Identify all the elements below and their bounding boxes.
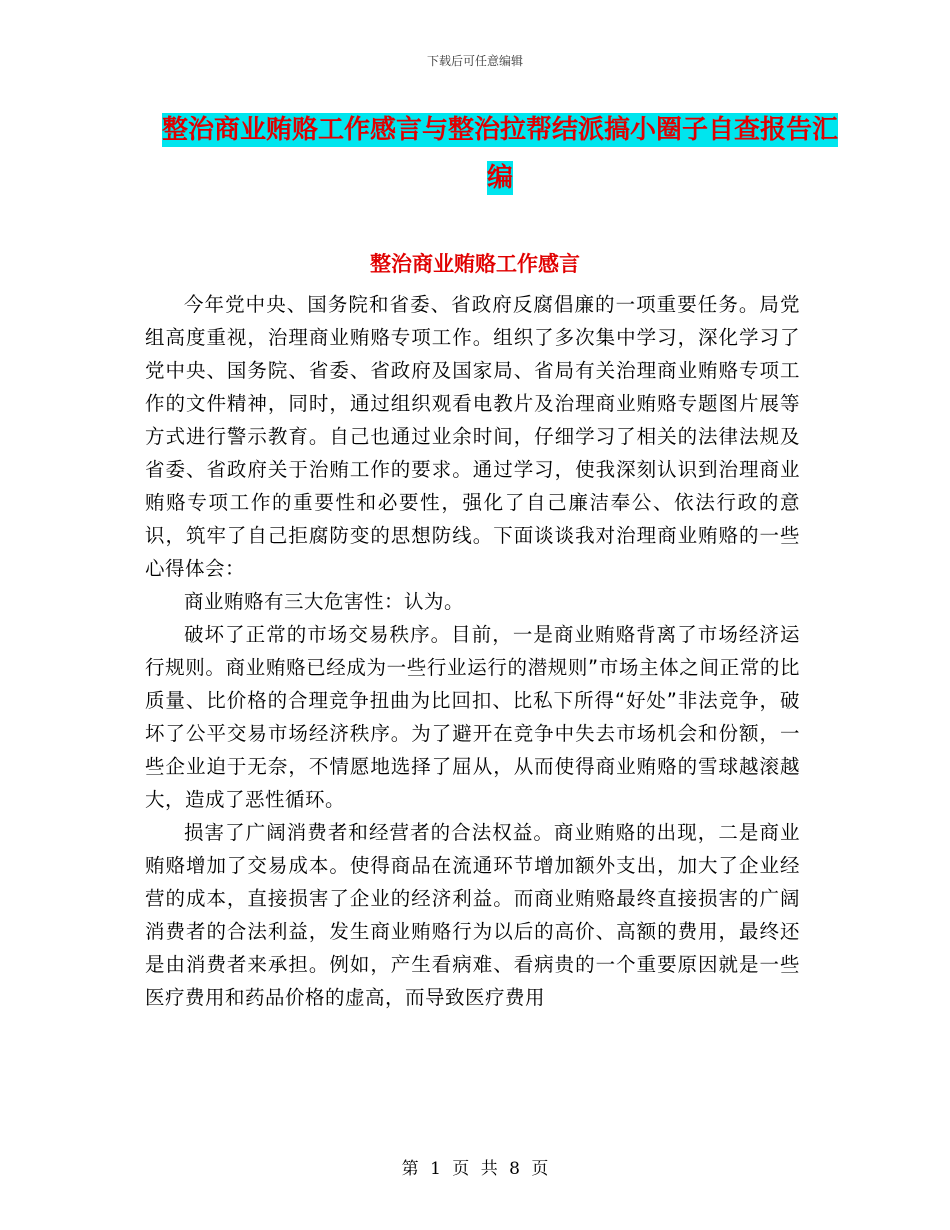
paragraph: 今年党中央、国务院和省委、省政府反腐倡廉的一项重要任务。局党组高度重视，治理商业贿赂专项工作。组织了多次集中学习，深化学习了党中央、国务院、省委、省政府及国家局、省局有关治理商业贿赂专项工作的文件精神，同时，通过组织观看电教片及治理商业贿赂专题图片展等方式进行警示教育。自己也通过业余时间，仔细学习了相关的法律法规及省委、省政府关于治贿工作的要求。通过学习，使我深刻认识到治理商业贿赂专项工作的重要性和必要性，强化了自己廉洁奉公、依法行政的意识，筑牢了自己拒腐防变的思想防线。下面谈谈我对治理商业贿赂的一些心得体会：: [145, 293, 800, 580]
paragraph: 破坏了正常的市场交易秩序。目前，一是商业贿赂背离了市场经济运行规则。商业贿赂已经成为一些行业运行的潜规则”市场主体之间正常的比质量、比价格的合理竞争扭曲为比回扣、比私下所得“好处”非法竞争，破坏了公平交易市场经济秩序。为了避开在竞争中失去市场机会和份额，一些企业迫于无奈，不情愿地选择了屈从，从而使得商业贿赂的雪球越滚越大，造成了恶性循环。: [145, 623, 800, 811]
document-title: [150, 106, 850, 202]
document-body: [145, 288, 800, 1014]
header-note: 下载后可任意编辑: [426, 54, 523, 68]
paragraph: 商业贿赂有三大危害性：认为。: [184, 590, 465, 613]
page-footer: 第 1 页 共 8 页: [401, 1159, 549, 1179]
paragraph: 损害了广阔消费者和经营者的合法权益。商业贿赂的出现，二是商业贿赂增加了交易成本。使得商品在流通环节增加额外支出，加大了企业经营的成本，直接损害了企业的经济利益。而商业贿赂最终直接损害的广阔消费者的合法利益，发生商业贿赂行为以后的高价、高额的费用，最终还是由消费者来承担。例如，产生看病难、看病贵的一个重要原因就是一些医疗费用和药品价格的虚高，而导致医疗费用: [145, 821, 800, 1009]
document-title-text: 整治商业贿赂工作感言与整治拉帮结派搞小圈子自查报告汇编: [161, 115, 838, 193]
section-title: 整治商业贿赂工作感言: [370, 252, 580, 276]
